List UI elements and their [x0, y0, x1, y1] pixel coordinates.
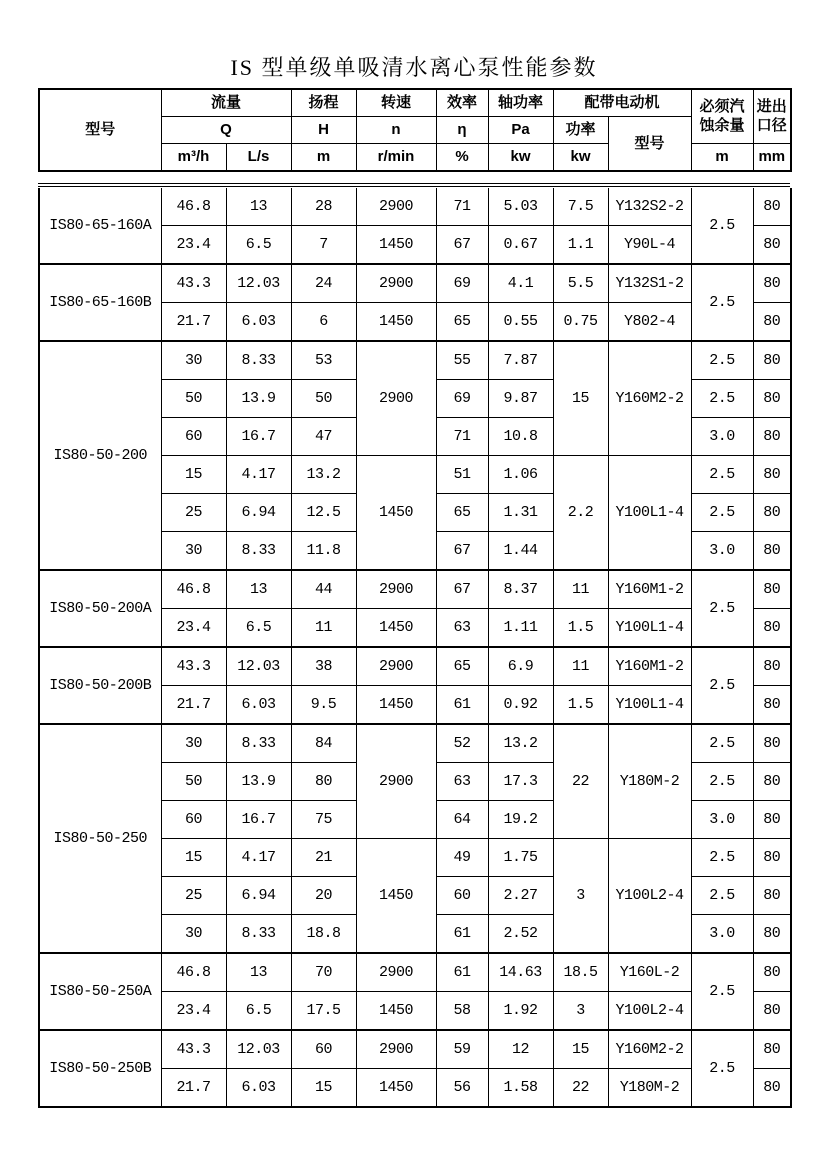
- motor-model-cell: Y100L2-4: [608, 992, 691, 1031]
- pump-model-cell: IS80-65-160B: [39, 264, 161, 341]
- double-rule-divider: [38, 183, 790, 187]
- pump-model-cell: IS80-65-160A: [39, 188, 161, 264]
- value-cell: 1.75: [488, 839, 553, 877]
- value-cell: 1.5: [553, 609, 608, 648]
- value-cell: 16.7: [226, 418, 291, 456]
- value-cell: 6.03: [226, 1069, 291, 1108]
- value-cell: 43.3: [161, 1030, 226, 1069]
- symbol-speed: n: [356, 117, 436, 144]
- value-cell: 46.8: [161, 953, 226, 992]
- col-header-model: 型号: [39, 89, 161, 171]
- npsh-label-line2: 蚀余量: [699, 116, 745, 134]
- value-cell: 4.17: [226, 839, 291, 877]
- value-cell: 12.03: [226, 264, 291, 303]
- value-cell: 2900: [356, 724, 436, 839]
- motor-model-cell: Y160M2-2: [608, 341, 691, 456]
- value-cell: 22: [553, 1069, 608, 1108]
- value-cell: 4.1: [488, 264, 553, 303]
- col-header-motor-model: 型号: [608, 117, 691, 172]
- value-cell: 1450: [356, 609, 436, 648]
- value-cell: 53: [291, 341, 356, 380]
- value-cell: 18.8: [291, 915, 356, 954]
- header-table: [38, 88, 792, 172]
- value-cell: 80: [753, 763, 791, 801]
- col-header-efficiency: 效率: [436, 89, 488, 117]
- value-cell: 2.5: [691, 188, 753, 264]
- value-cell: 9.5: [291, 686, 356, 725]
- value-cell: 80: [753, 839, 791, 877]
- value-cell: 71: [436, 418, 488, 456]
- col-header-flow: 流量: [161, 89, 291, 117]
- table-row: [39, 264, 791, 303]
- value-cell: 11: [553, 570, 608, 609]
- value-cell: 60: [436, 877, 488, 915]
- value-cell: 70: [291, 953, 356, 992]
- unit-motor-power: kw: [553, 144, 608, 172]
- value-cell: 50: [291, 380, 356, 418]
- value-cell: 13: [226, 570, 291, 609]
- value-cell: 30: [161, 532, 226, 571]
- value-cell: 80: [753, 341, 791, 380]
- table-row: [39, 341, 791, 380]
- symbol-flow: Q: [161, 117, 291, 144]
- value-cell: 22: [553, 724, 608, 839]
- value-cell: 24: [291, 264, 356, 303]
- motor-model-cell: Y100L1-4: [608, 609, 691, 648]
- table-row: [39, 1030, 791, 1069]
- value-cell: 69: [436, 264, 488, 303]
- value-cell: 60: [291, 1030, 356, 1069]
- value-cell: 2900: [356, 570, 436, 609]
- value-cell: 15: [161, 839, 226, 877]
- dn-label-line2: 口径: [756, 116, 787, 134]
- value-cell: 30: [161, 724, 226, 763]
- motor-model-cell: Y132S2-2: [608, 188, 691, 226]
- unit-head: m: [291, 144, 356, 172]
- value-cell: 2.5: [691, 839, 753, 877]
- value-cell: 15: [161, 456, 226, 494]
- value-cell: 1450: [356, 456, 436, 571]
- value-cell: 6.94: [226, 877, 291, 915]
- value-cell: 6: [291, 303, 356, 342]
- page-title: IS 型单级单吸清水离心泵性能参数: [230, 55, 598, 80]
- pump-model-cell: IS80-50-250: [39, 724, 161, 953]
- value-cell: 1.06: [488, 456, 553, 494]
- value-cell: 2.5: [691, 380, 753, 418]
- value-cell: 2.5: [691, 264, 753, 341]
- value-cell: 65: [436, 303, 488, 342]
- value-cell: 12.03: [226, 1030, 291, 1069]
- table-row: [39, 570, 791, 609]
- value-cell: 61: [436, 953, 488, 992]
- value-cell: 0.92: [488, 686, 553, 725]
- unit-flow-m3h: m³/h: [161, 144, 226, 172]
- value-cell: 6.9: [488, 647, 553, 686]
- value-cell: 2.52: [488, 915, 553, 954]
- value-cell: 19.2: [488, 801, 553, 839]
- value-cell: 12.5: [291, 494, 356, 532]
- col-header-motor: 配带电动机: [553, 89, 691, 117]
- value-cell: 1450: [356, 839, 436, 954]
- value-cell: 80: [753, 609, 791, 648]
- unit-npsh: m: [691, 144, 753, 172]
- pump-model-cell: IS80-50-200: [39, 341, 161, 570]
- value-cell: 25: [161, 877, 226, 915]
- value-cell: 17.3: [488, 763, 553, 801]
- value-cell: 8.33: [226, 915, 291, 954]
- value-cell: 8.33: [226, 341, 291, 380]
- value-cell: 13.2: [488, 724, 553, 763]
- value-cell: 21: [291, 839, 356, 877]
- value-cell: 2.5: [691, 647, 753, 724]
- motor-model-cell: Y132S1-2: [608, 264, 691, 303]
- value-cell: 69: [436, 380, 488, 418]
- motor-model-cell: Y100L2-4: [608, 839, 691, 954]
- value-cell: 60: [161, 801, 226, 839]
- pump-model-cell: IS80-50-250B: [39, 1030, 161, 1107]
- value-cell: 61: [436, 686, 488, 725]
- value-cell: 7: [291, 226, 356, 265]
- value-cell: 2900: [356, 264, 436, 303]
- value-cell: 3: [553, 992, 608, 1031]
- value-cell: 1450: [356, 1069, 436, 1108]
- value-cell: 1.31: [488, 494, 553, 532]
- value-cell: 44: [291, 570, 356, 609]
- value-cell: 80: [753, 724, 791, 763]
- value-cell: 71: [436, 188, 488, 226]
- value-cell: 18.5: [553, 953, 608, 992]
- value-cell: 6.03: [226, 303, 291, 342]
- value-cell: 80: [753, 226, 791, 265]
- col-header-head: 扬程: [291, 89, 356, 117]
- value-cell: 65: [436, 494, 488, 532]
- value-cell: 13: [226, 953, 291, 992]
- header-row-1: [39, 89, 791, 117]
- col-header-npsh: [691, 89, 753, 144]
- value-cell: 8.33: [226, 532, 291, 571]
- value-cell: 55: [436, 341, 488, 380]
- value-cell: 17.5: [291, 992, 356, 1031]
- value-cell: 47: [291, 418, 356, 456]
- value-cell: 15: [553, 341, 608, 456]
- motor-model-cell: Y160L-2: [608, 953, 691, 992]
- value-cell: 65: [436, 647, 488, 686]
- value-cell: 80: [753, 303, 791, 342]
- motor-model-cell: Y100L1-4: [608, 456, 691, 571]
- value-cell: 43.3: [161, 264, 226, 303]
- value-cell: 80: [753, 877, 791, 915]
- value-cell: 1450: [356, 303, 436, 342]
- value-cell: 2.5: [691, 877, 753, 915]
- unit-shaft-power: kw: [488, 144, 553, 172]
- unit-flow-ls: L/s: [226, 144, 291, 172]
- value-cell: 80: [753, 992, 791, 1031]
- value-cell: 1.92: [488, 992, 553, 1031]
- value-cell: 21.7: [161, 1069, 226, 1108]
- value-cell: 8.33: [226, 724, 291, 763]
- value-cell: 3.0: [691, 801, 753, 839]
- value-cell: 30: [161, 915, 226, 954]
- value-cell: 25: [161, 494, 226, 532]
- value-cell: 80: [753, 264, 791, 303]
- value-cell: 13.9: [226, 380, 291, 418]
- symbol-efficiency: η: [436, 117, 488, 144]
- value-cell: 49: [436, 839, 488, 877]
- value-cell: 0.75: [553, 303, 608, 342]
- value-cell: 1450: [356, 686, 436, 725]
- value-cell: 80: [291, 763, 356, 801]
- value-cell: 60: [161, 418, 226, 456]
- value-cell: 4.17: [226, 456, 291, 494]
- value-cell: 1.1: [553, 226, 608, 265]
- value-cell: 2.5: [691, 341, 753, 380]
- table-row: [39, 188, 791, 226]
- value-cell: 80: [753, 1030, 791, 1069]
- value-cell: 58: [436, 992, 488, 1031]
- value-cell: 6.03: [226, 686, 291, 725]
- value-cell: 50: [161, 380, 226, 418]
- value-cell: 6.5: [226, 992, 291, 1031]
- value-cell: 23.4: [161, 226, 226, 265]
- value-cell: 2900: [356, 341, 436, 456]
- value-cell: 67: [436, 226, 488, 265]
- value-cell: 80: [753, 456, 791, 494]
- unit-dn: mm: [753, 144, 791, 172]
- value-cell: 11: [291, 609, 356, 648]
- value-cell: 6.5: [226, 609, 291, 648]
- value-cell: 28: [291, 188, 356, 226]
- value-cell: 2900: [356, 953, 436, 992]
- value-cell: 80: [753, 1069, 791, 1108]
- value-cell: 13: [226, 188, 291, 226]
- value-cell: 46.8: [161, 188, 226, 226]
- npsh-label-line1: 必须汽: [699, 97, 745, 115]
- value-cell: 50: [161, 763, 226, 801]
- value-cell: 80: [753, 647, 791, 686]
- value-cell: 3.0: [691, 418, 753, 456]
- value-cell: 80: [753, 915, 791, 954]
- value-cell: 12.03: [226, 647, 291, 686]
- value-cell: 80: [753, 418, 791, 456]
- value-cell: 7.5: [553, 188, 608, 226]
- value-cell: 84: [291, 724, 356, 763]
- value-cell: 20: [291, 877, 356, 915]
- value-cell: 67: [436, 570, 488, 609]
- data-table-body: [39, 188, 791, 1107]
- value-cell: 3: [553, 839, 608, 954]
- value-cell: 16.7: [226, 801, 291, 839]
- value-cell: 5.5: [553, 264, 608, 303]
- value-cell: 63: [436, 609, 488, 648]
- value-cell: 80: [753, 380, 791, 418]
- pump-model-cell: IS80-50-200A: [39, 570, 161, 647]
- value-cell: 3.0: [691, 532, 753, 571]
- value-cell: 64: [436, 801, 488, 839]
- value-cell: 12: [488, 1030, 553, 1069]
- value-cell: 21.7: [161, 303, 226, 342]
- data-table: [38, 188, 792, 1108]
- value-cell: 13.9: [226, 763, 291, 801]
- value-cell: 0.67: [488, 226, 553, 265]
- value-cell: 10.8: [488, 418, 553, 456]
- value-cell: 80: [753, 570, 791, 609]
- value-cell: 1450: [356, 226, 436, 265]
- value-cell: 11: [553, 647, 608, 686]
- unit-speed: r/min: [356, 144, 436, 172]
- value-cell: 8.37: [488, 570, 553, 609]
- value-cell: 1.44: [488, 532, 553, 571]
- value-cell: 15: [291, 1069, 356, 1108]
- value-cell: 56: [436, 1069, 488, 1108]
- value-cell: 2.5: [691, 494, 753, 532]
- value-cell: 80: [753, 188, 791, 226]
- value-cell: 1.58: [488, 1069, 553, 1108]
- value-cell: 21.7: [161, 686, 226, 725]
- value-cell: 63: [436, 763, 488, 801]
- pump-model-cell: IS80-50-250A: [39, 953, 161, 1030]
- motor-model-cell: Y802-4: [608, 303, 691, 342]
- value-cell: 2.27: [488, 877, 553, 915]
- value-cell: 23.4: [161, 992, 226, 1031]
- value-cell: 43.3: [161, 647, 226, 686]
- col-header-motor-power: 功率: [553, 117, 608, 144]
- value-cell: 2.5: [691, 953, 753, 1030]
- motor-model-cell: Y160M2-2: [608, 1030, 691, 1069]
- value-cell: 51: [436, 456, 488, 494]
- value-cell: 61: [436, 915, 488, 954]
- value-cell: 14.63: [488, 953, 553, 992]
- value-cell: 67: [436, 532, 488, 571]
- table-row: [39, 953, 791, 992]
- value-cell: 30: [161, 341, 226, 380]
- value-cell: 80: [753, 953, 791, 992]
- table-row: [39, 724, 791, 763]
- value-cell: 6.94: [226, 494, 291, 532]
- value-cell: 80: [753, 494, 791, 532]
- value-cell: 75: [291, 801, 356, 839]
- value-cell: 2.5: [691, 724, 753, 763]
- value-cell: 2.2: [553, 456, 608, 571]
- col-header-shaft-power: 轴功率: [488, 89, 553, 117]
- motor-model-cell: Y160M1-2: [608, 570, 691, 609]
- value-cell: 6.5: [226, 226, 291, 265]
- value-cell: 80: [753, 532, 791, 571]
- pump-model-cell: IS80-50-200B: [39, 647, 161, 724]
- value-cell: 46.8: [161, 570, 226, 609]
- motor-model-cell: Y90L-4: [608, 226, 691, 265]
- value-cell: 2900: [356, 188, 436, 226]
- value-cell: 2900: [356, 1030, 436, 1069]
- value-cell: 80: [753, 686, 791, 725]
- value-cell: 52: [436, 724, 488, 763]
- value-cell: 23.4: [161, 609, 226, 648]
- col-header-dn: [753, 89, 791, 144]
- motor-model-cell: Y180M-2: [608, 724, 691, 839]
- value-cell: 2.5: [691, 570, 753, 647]
- value-cell: 1.11: [488, 609, 553, 648]
- motor-model-cell: Y180M-2: [608, 1069, 691, 1108]
- col-header-speed: 转速: [356, 89, 436, 117]
- motor-model-cell: Y100L1-4: [608, 686, 691, 725]
- motor-model-cell: Y160M1-2: [608, 647, 691, 686]
- value-cell: 80: [753, 801, 791, 839]
- value-cell: 13.2: [291, 456, 356, 494]
- value-cell: 2.5: [691, 763, 753, 801]
- value-cell: 38: [291, 647, 356, 686]
- value-cell: 0.55: [488, 303, 553, 342]
- value-cell: 5.03: [488, 188, 553, 226]
- dn-label-line1: 进出: [756, 97, 787, 115]
- value-cell: 1450: [356, 992, 436, 1031]
- value-cell: 2.5: [691, 1030, 753, 1107]
- value-cell: 11.8: [291, 532, 356, 571]
- symbol-shaft-power: Pa: [488, 117, 553, 144]
- symbol-head: H: [291, 117, 356, 144]
- value-cell: 2.5: [691, 456, 753, 494]
- value-cell: 2900: [356, 647, 436, 686]
- value-cell: 1.5: [553, 686, 608, 725]
- value-cell: 3.0: [691, 915, 753, 954]
- unit-efficiency: %: [436, 144, 488, 172]
- value-cell: 15: [553, 1030, 608, 1069]
- value-cell: 7.87: [488, 341, 553, 380]
- value-cell: 59: [436, 1030, 488, 1069]
- table-row: [39, 647, 791, 686]
- value-cell: 9.87: [488, 380, 553, 418]
